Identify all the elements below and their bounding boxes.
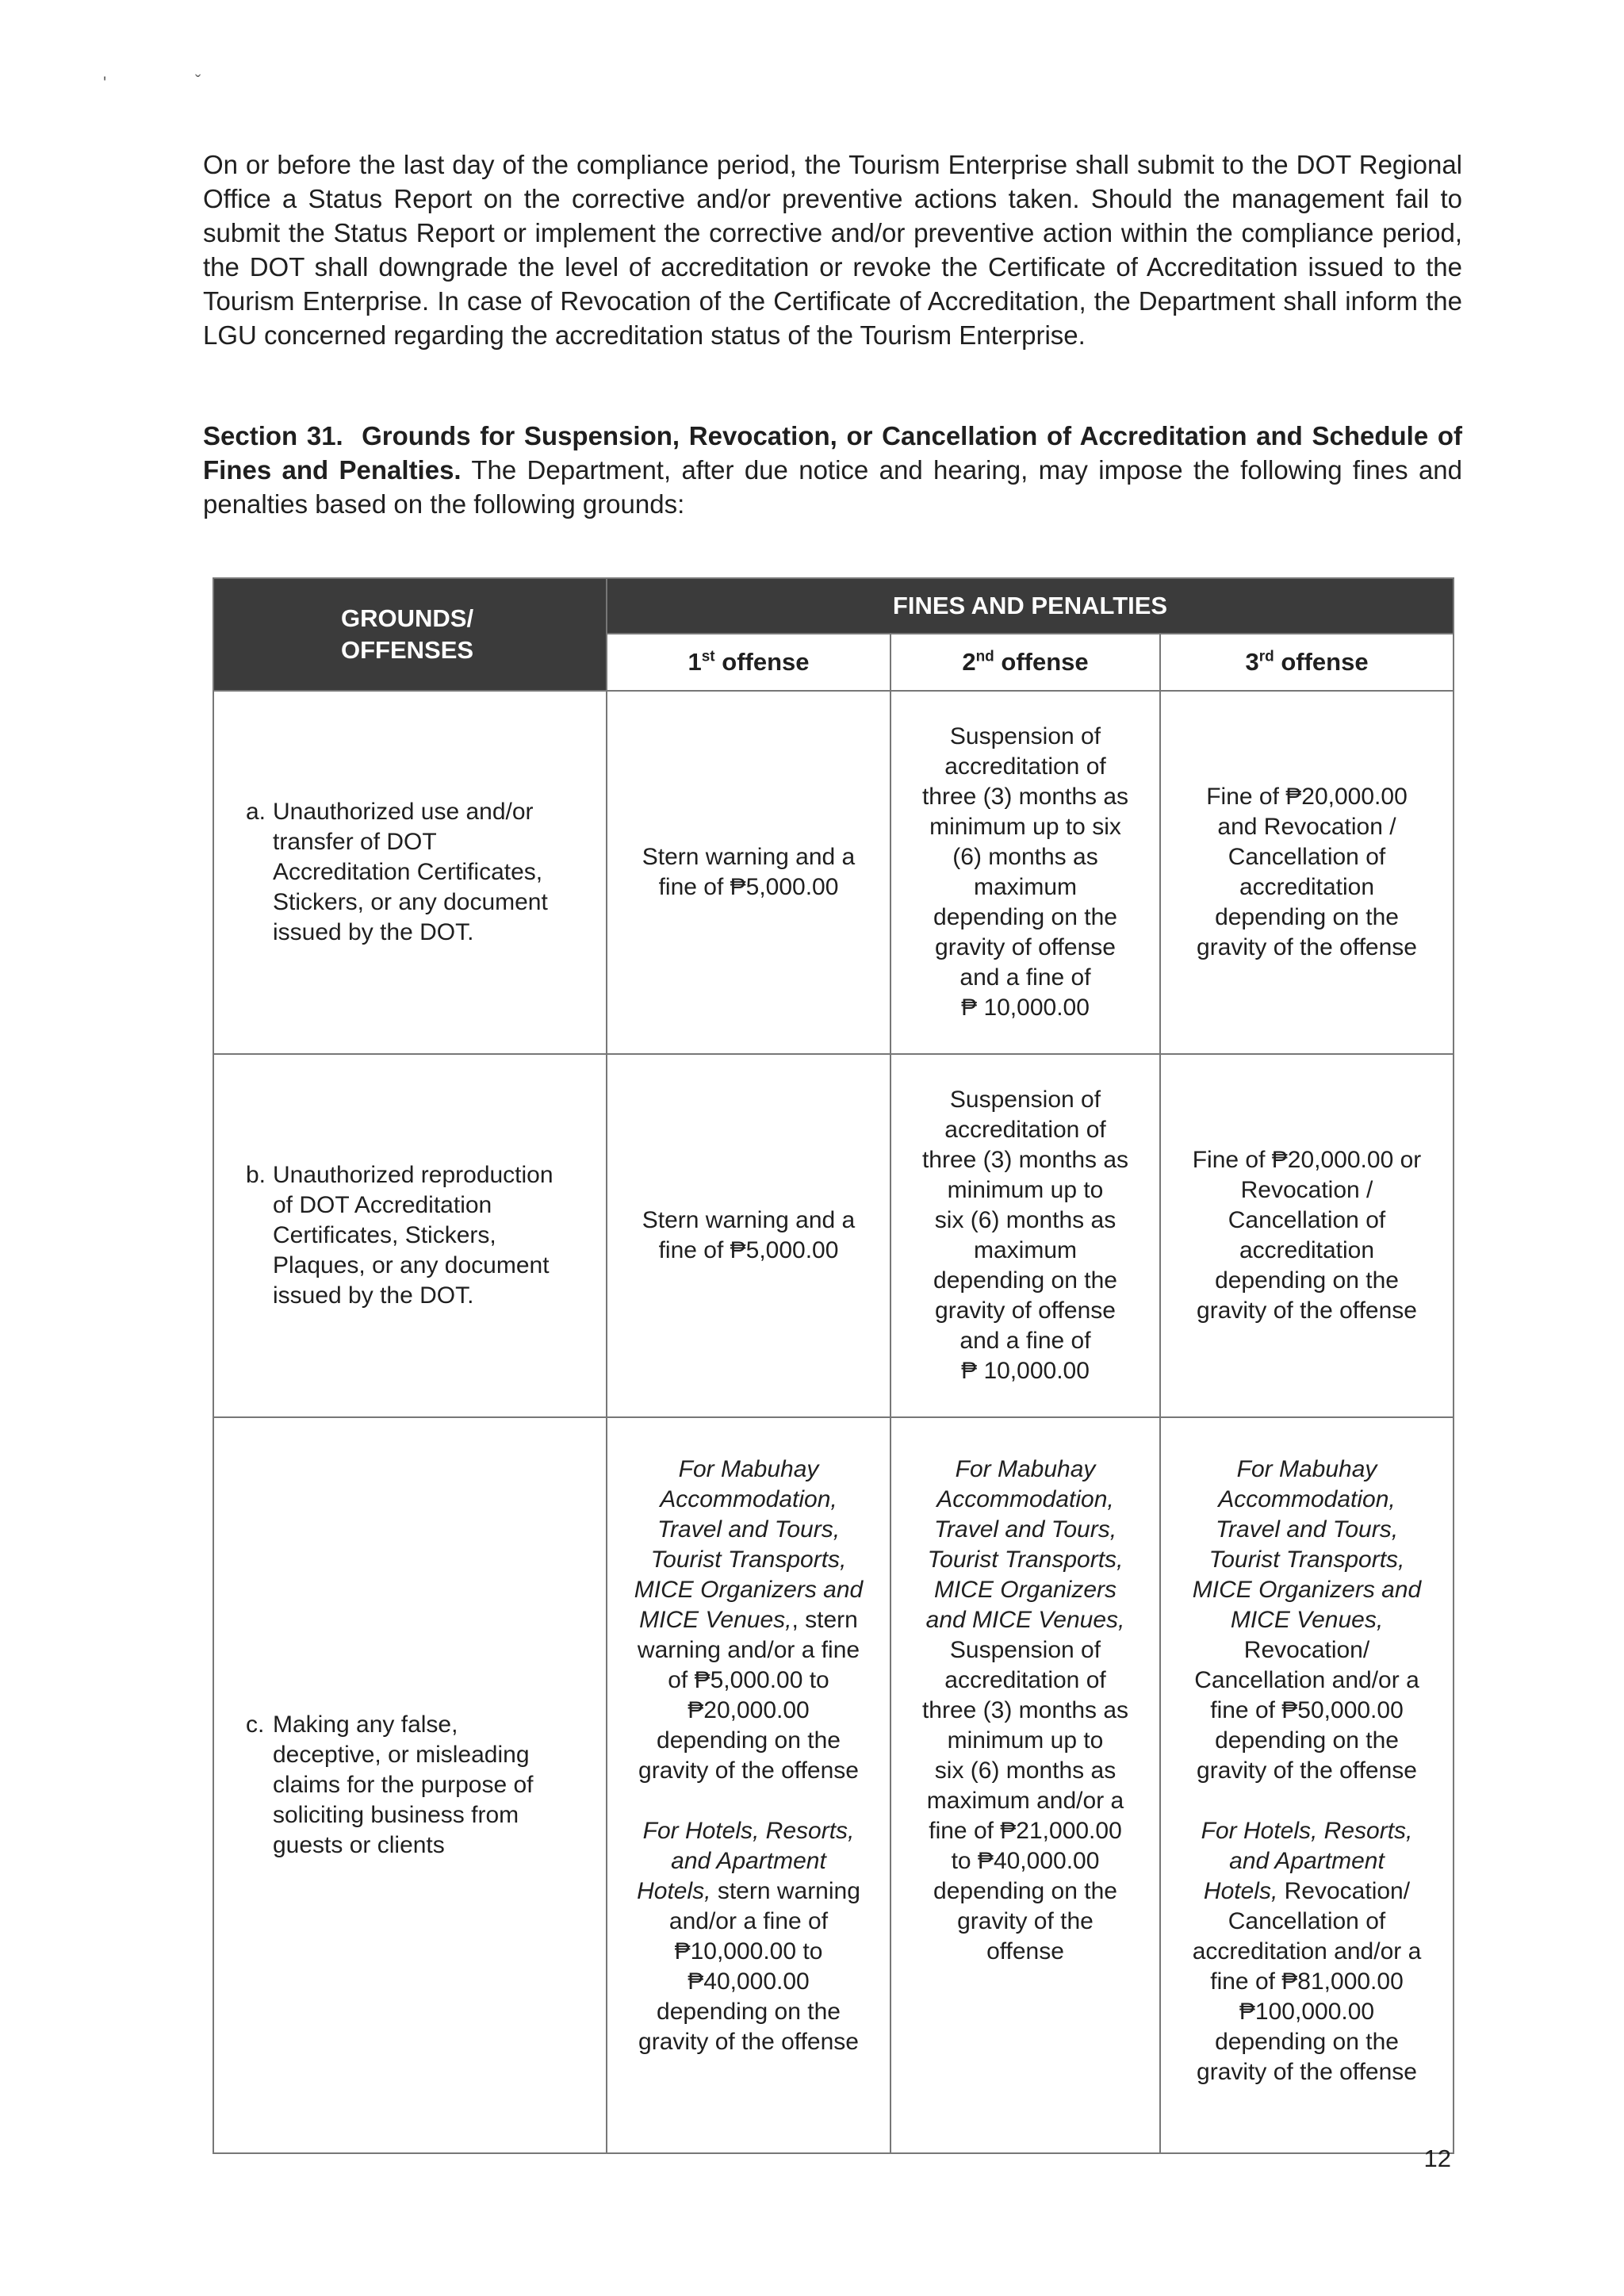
page-number: 12: [1423, 2145, 1451, 2172]
first-offense-header: 1st offense: [607, 634, 891, 691]
row-letter: b.: [246, 1162, 266, 1188]
table-header-row: [213, 578, 1454, 634]
table-row: [213, 1054, 1454, 1417]
section-body: The Department, after due notice and hearing, may impose the following fines and penalties based on the following grounds:: [203, 455, 1463, 519]
ground-cell: b. Unauthorized reproduction of DOT Accreditation Certificates, Stickers, Plaques, or any document issued by the DOT.: [213, 1054, 607, 1417]
intro-paragraph: On or before the last day of the compliance period, the Tourism Enterprise shall submit to the DOT Regional Office a Status Report on the corrective and/or preventive actions taken. Should the management fail to submit the Status Report or implement the corrective and/or preventive action within the compliance period, the DOT shall downgrade the level of accreditation or revoke the Certificate of Accreditation issued to the Tourism Enterprise. In case of Revocation of the Certificate of Accreditation, the Department shall inform the LGU concerned regarding the accreditation status of the Tourism Enterprise.: [203, 150, 1462, 350]
table-row: [213, 691, 1454, 1054]
ground-cell: a. Unauthorized use and/or transfer of DOT Accreditation Certificates, Stickers, or any document issued by the DOT.: [213, 691, 607, 1054]
table-row: [213, 1417, 1454, 2153]
second-offense-cell: For Mabuhay Accommodation, Travel and Tours, Tourist Transports, MICE Organizers and MICE Venues, Suspension of accreditation of three (3) months as minimum up to six (6) months as maximum and/or a fine of ₱21,000.00 to ₱40,000.00 depending on the gravity of the offense: [891, 1417, 1160, 2153]
grounds-offenses-header: [213, 578, 607, 691]
second-offense-cell: Suspension of accreditation of three (3) months as minimum up to six (6) months as maximum depending on the gravity of offense and a fine of ₱ 10,000.00: [891, 1054, 1160, 1417]
section-heading: Grounds for Suspension, Revocation, or Cancellation of Accreditation and Schedule of Fines and Penalties.: [203, 421, 1462, 485]
third-offense-cell: For Mabuhay Accommodation, Travel and Tours, Tourist Transports, MICE Organizers and MICE Venues, Revocation/ Cancellation and/or a fine of ₱50,000.00 depending on the gravity of the offense For Hotels, Resorts, and Apartment Hotels, Revocation/ Cancellation of accreditation and/or a fine of ₱81,000.00 ₱100,000.00 depending on the gravity of the offense: [1160, 1417, 1454, 2153]
section-number: Section 31.: [203, 421, 343, 450]
fines-penalties-header: FINES AND PENALTIES: [607, 578, 1454, 634]
first-offense-cell: Stern warning and a fine of ₱5,000.00: [607, 1054, 891, 1417]
third-offense-cell: Fine of ₱20,000.00 or Revocation / Cancellation of accreditation depending on the gravity of the offense: [1160, 1054, 1454, 1417]
row-letter: a.: [246, 799, 266, 825]
row-letter: c.: [246, 1711, 265, 1738]
third-offense-cell: Fine of ₱20,000.00 and Revocation / Cancellation of accreditation depending on the gravity of the offense: [1160, 691, 1454, 1054]
section-31-paragraph: [203, 419, 1462, 521]
first-offense-cell: For Mabuhay Accommodation, Travel and Tours, Tourist Transports, MICE Organizers and MICE Venues,, stern warning and/or a fine of ₱5,000.00 to ₱20,000.00 depending on the gravity of the offense For Hotels, Resorts, and Apartment Hotels, stern warning and/or a fine of ₱10,000.00 to ₱40,000.00 depending on the gravity of the offense: [607, 1417, 891, 2153]
second-offense-header: 2nd offense: [891, 634, 1160, 691]
grounds-header-line: OFFENSES: [341, 636, 474, 664]
first-offense-cell: Stern warning and a fine of ₱5,000.00: [607, 691, 891, 1054]
third-offense-header: 3rd offense: [1160, 634, 1454, 691]
scan-mark: ˇ: [195, 71, 201, 91]
ground-cell: c. Making any false, deceptive, or misleading claims for the purpose of soliciting business from guests or clients: [213, 1417, 607, 2153]
second-offense-cell: Suspension of accreditation of three (3) months as minimum up to six (6) months as maximum depending on the gravity of offense and a fine of ₱ 10,000.00: [891, 691, 1160, 1054]
grounds-header-line: GROUNDS/: [341, 604, 474, 632]
fines-penalties-table: [213, 577, 1454, 2154]
scan-mark: ': [103, 73, 107, 93]
